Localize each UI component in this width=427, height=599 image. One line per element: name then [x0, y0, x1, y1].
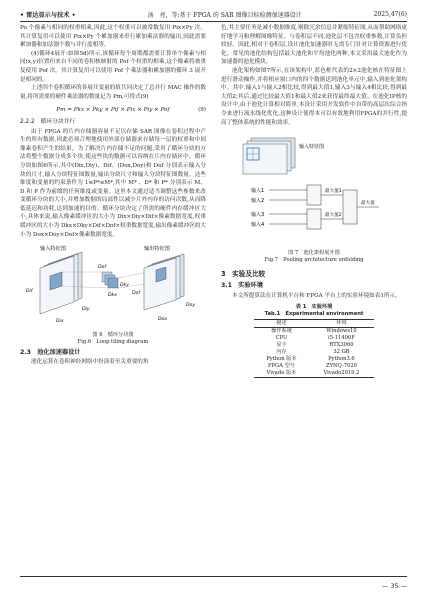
- equation-body: Pm = Pkx × Pky × Pif × Pix × Piy × Pof: [56, 107, 170, 114]
- input-feature-map: [243, 138, 324, 174]
- paragraph: Po 个像素与相同的权重相乘,因此,这个权重可以被常数复用 Pix×Py 次。其计算复用可以使用 Pix×Py 个累加器来串行累加乘法器的输出,因此需要累加器和加法器个数与并行度相等。: [20, 25, 206, 49]
- section-heading: 2.2.2 循环分块并行: [20, 118, 76, 125]
- paragraph: (4)循环4展开:如图5d)所示,该循环每个周期都需要计算单个像素与相同(x,y)位置但来自不同的卷积核映射的 Pof 个权重的相乘,这个像素将被重复使用 Pof 次。其计算复用可以使用 Pof 个乘法器和累加器的循环 3 展开是相同的。: [20, 50, 206, 83]
- equation-9: [20, 106, 206, 115]
- journal-name: • 雷达显示与技术 •: [20, 11, 76, 19]
- max-label: 最大值2: [325, 213, 342, 219]
- figure-7-caption-en: Fig.7 Pooling architecture unfolding: [264, 256, 364, 263]
- paragraph: 由于 FPGA 的片内存储器容量不足以存储 SAR 图像在卷积过程中产生的所有数据,因此必须合理地使用外部存储器来存储每一层的权重和中间像素卷积产生的结果。为了解决片内存储不足的问题,采用了循环分块的方法将整个数据分成多个块,使这些块的数据可以容纳在片内存储区中。循环分块如图6所示,其中(Dix,Diy)、Dif、(Dox,Doy)和 Dof 分别表示输入分块的尺寸,输入分块特征图数量,输出分块尺寸和输入分块特征图数量。这些维度和变量的约束条件为 1≤P*≤M*,其中 M* 、D* 和 P* 分别表示 M、D 和 P 作为前缀的任何维度或变量。这里本文通过适当调整这些参数来改变循环分块的大小,并增加数据的局部性以减少片外内存的访问次数,从而降低延迟和功耗,达到加速的目的。循环分块决定了所需的硬件内存缓冲区大小,具体来说,输入像素缓冲区的大小为 Dix×Diy×Dif×像素数据宽度,权重缓冲区的大小为 Dkx×Dky×Dif×Dof×权重数据宽度,输出像素缓冲区的大小为 Dox×Doy×Dof×像素数据宽度。: [20, 128, 206, 238]
- table-row: 操作系统 Windows10: [271, 327, 357, 334]
- left-column: [20, 24, 206, 367]
- dim-label: Dof: [98, 265, 106, 271]
- pooling-inputs: [251, 187, 307, 228]
- table-header: 描述: [254, 319, 309, 327]
- figure-6: [20, 242, 206, 346]
- input-label: 输入3: [251, 212, 265, 219]
- table-row: Vivado 版本 Vivado2019.2: [254, 370, 374, 378]
- loop-tiling-diagram: [20, 242, 206, 328]
- dim-label: Dox: [158, 317, 168, 323]
- table-1-title-cn: 表 1 实验环境: [295, 303, 333, 310]
- comparator-stage2: [343, 190, 379, 224]
- figure-6-caption-cn: 图 6 循环分块图: [92, 331, 134, 338]
- table-row: Python 版本 Python3.6: [266, 355, 355, 362]
- output-map-label: 输出特征图: [144, 246, 170, 253]
- dim-label: Dky: [120, 283, 129, 289]
- paragraph: 本文所提算法在计算机平台和 FPGA 平台上的实验环境如表1所示。: [232, 292, 401, 299]
- comparator-stage1: [307, 185, 343, 229]
- article-running-title: 汤 亮，等:基于 FPGA 的 SAR 图像目标检测加速器设计: [147, 11, 302, 19]
- right-column: [221, 24, 407, 378]
- input-label: 输入4: [251, 222, 265, 229]
- input-map-label: 输入特征图: [40, 246, 66, 253]
- paragraph: 上述四个卷积循环的各展开变量的值共同决定了总并行 MAC 操作的数量,将所需要的硬件乘法器的数量记为 Pm,可得式(9): [20, 85, 206, 100]
- output-feature-map: [132, 244, 195, 322]
- figure-6-caption-en: Fig.6 Loop tiling diagram: [77, 338, 149, 345]
- running-header: [20, 8, 407, 20]
- header-rule: [20, 21, 407, 22]
- section-heading: 3 实验及比较: [221, 269, 266, 278]
- table-1-title-en: Tab.1 Experimental environment: [264, 310, 364, 317]
- section-heading: 2.3 池化加速器设计: [20, 348, 81, 356]
- figure-7-caption-cn: 图 7 池化架构展开图: [288, 249, 340, 256]
- pooling-architecture-diagram: [221, 130, 407, 246]
- dim-label: Dix: [56, 319, 64, 325]
- paragraph: 池化运算在卷积神经网络中扮演着至关重要的角: [31, 359, 149, 366]
- figure-7: [221, 130, 407, 264]
- page-number: — 35 —: [382, 582, 407, 590]
- dim-label: Dkx: [108, 293, 117, 299]
- input-label: 输入2: [251, 198, 265, 205]
- issue-number: 2025,47(6): [373, 10, 407, 18]
- dim-label: Dof: [132, 291, 140, 297]
- paragraph: 池化架构如图7所示,在该架构中,蓝色框代表的2×2池化核在特征图上进行滑动操作,并将相应窗口内的四个数据送到池化单元中,输入到池化架构中。其中,输入1与输入2相比较,得到最大值1,输入3与输入4相比较,得到最大值2;其后,通过比较最大值1和最大值2来获得最终最大值。在池化IP核的设计中,由于池化计算相对简单,本设计采用开发软件中自带的高层次综合指令来进行流水线化优化,这种设计使得本可以有效地利用FPGA的并行性,提高了整体系统的性能和效率。: [221, 67, 407, 126]
- dim-label: Doy: [186, 303, 196, 309]
- table-row: 内存 32 GB: [276, 348, 350, 355]
- section-heading: 3.1 实验环境: [221, 282, 263, 290]
- table-row: FPGA 型号 ZYNQ-7020: [267, 362, 357, 369]
- tile-label: 输入特征图: [299, 144, 325, 151]
- table-header: 环境: [309, 319, 374, 327]
- equation-number: (9): [198, 107, 206, 114]
- footer-rule: [20, 576, 407, 577]
- paragraph: 色,其主要任务是减小数据维度,剔除冗余信息并紧缩特征图,从而帮助网络更好地学习和理解图像特征。与卷积层不同,池化层不包含权重参数,计算负担较轻。因此,相对于卷积层,设计池化加速器时无需专门针对计算资源进行优化。常见的池化结构包括最大池化和平均池化两种,本文采用最大池化作为加速器的池化模块。: [221, 25, 407, 66]
- kernel-stack: [98, 264, 129, 298]
- max-label: 最大值1: [325, 189, 342, 195]
- experiment-environment-table: [254, 319, 374, 378]
- dim-label: Dif: [26, 289, 33, 295]
- table-row: CPU i5-11400F: [275, 334, 355, 341]
- dim-label: Diy: [82, 307, 90, 313]
- final-max-label: 最大值: [361, 201, 375, 207]
- table-header-row: [254, 319, 374, 327]
- input-feature-map: [26, 244, 90, 324]
- input-label: 输入1: [251, 188, 265, 195]
- table-row: 显卡 RTX3060: [276, 341, 354, 348]
